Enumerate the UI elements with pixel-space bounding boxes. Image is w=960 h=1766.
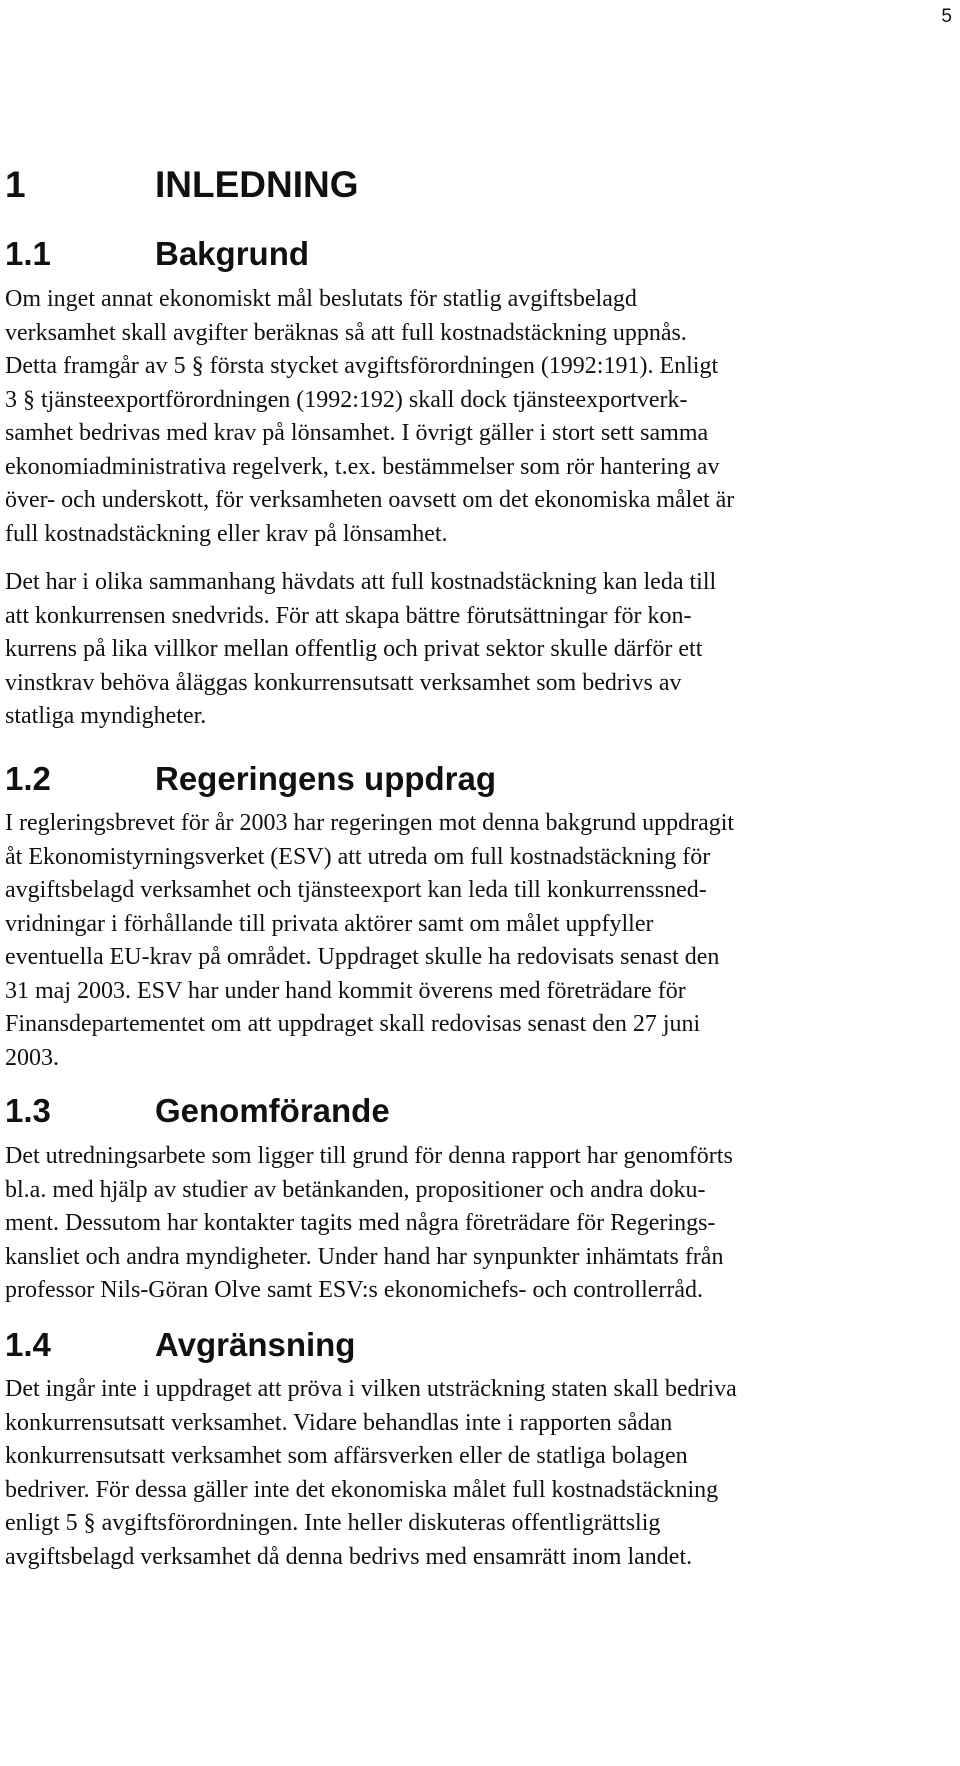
text-line: Det ingår inte i uppdraget att pröva i vilken utsträckning staten skall bedriva: [5, 1376, 737, 1402]
paragraph: [5, 807, 734, 1075]
text-line: Om inget annat ekonomiskt mål beslutats för statlig avgiftsbelagd: [5, 286, 637, 312]
paragraph: [5, 1373, 737, 1574]
text-line: professor Nils-Göran Olve samt ESV:s ekonomichefs- och controllerråd.: [5, 1277, 704, 1303]
section-heading: [5, 1094, 390, 1127]
text-line: avgiftsbelagd verksamhet och tjänsteexport kan leda till konkurrenssned-: [5, 877, 707, 903]
text-line: bl.a. med hjälp av studier av betänkanden, propositioner och andra doku-: [5, 1176, 706, 1203]
section-title: Bakgrund: [155, 235, 310, 272]
text-line: avgiftsbelagd verksamhet då denna bedrivs med ensamrätt inom landet.: [5, 1543, 693, 1570]
text-line: Det har i olika sammanhang hävdats att full kostnadstäckning kan leda till: [5, 569, 717, 595]
text-line: konkurrensutsatt verksamhet som affärsverken eller de statliga bolagen: [5, 1443, 688, 1469]
text-line: att konkurrensen snedvrids. För att skapa bättre förutsättningar för kon-: [5, 602, 692, 629]
text-line: ment. Dessutom har kontakter tagits med några företrädare för Regerings-: [5, 1210, 716, 1236]
section-title: Avgränsning: [155, 1326, 356, 1363]
chapter-heading: [5, 166, 359, 203]
text-line: statliga myndigheter.: [5, 703, 207, 729]
text-line: full kostnadstäckning eller krav på lönsamhet.: [5, 520, 448, 547]
text-line: Detta framgår av 5 § första stycket avgiftsförordningen (1992:191). Enligt: [5, 353, 719, 379]
section-title: Genomförande: [155, 1092, 390, 1129]
section-heading: [5, 762, 496, 795]
section-number: 1.3: [5, 1092, 51, 1129]
text-line: åt Ekonomistyrningsverket (ESV) att utreda om full kostnadstäckning för: [5, 843, 711, 870]
text-line: 2003.: [5, 1044, 59, 1071]
text-line: verksamhet skall avgifter beräknas så att full kostnadstäckning uppnås.: [5, 319, 687, 346]
text-line: konkurrensutsatt verksamhet. Vidare behandlas inte i rapporten sådan: [5, 1409, 673, 1436]
text-line: Det utredningsarbete som ligger till grund för denna rapport har genomförts: [5, 1143, 733, 1169]
paragraph: [5, 1140, 733, 1308]
text-line: I regleringsbrevet för år 2003 har regeringen mot denna bakgrund uppdragit: [5, 810, 735, 836]
text-line: eventuella EU-krav på området. Uppdraget skulle ha redovisats senast den: [5, 944, 720, 970]
text-line: 3 § tjänsteexportförordningen (1992:192) skall dock tjänsteexportverk-: [5, 386, 688, 413]
paragraph: [5, 566, 716, 734]
section-title: Regeringens uppdrag: [155, 760, 497, 797]
text-line: vridningar i förhållande till privata aktörer samt om målet uppfyller: [5, 910, 654, 937]
section-number: 1.4: [5, 1326, 51, 1363]
section-heading: [5, 1328, 355, 1361]
text-line: över- och underskott, för verksamheten oavsett om det ekonomiska målet är: [5, 487, 735, 513]
text-line: 31 maj 2003. ESV har under hand kommit överens med företrädare för: [5, 977, 686, 1004]
chapter-number: 1: [5, 164, 26, 205]
chapter-title: INLEDNING: [155, 164, 359, 205]
paragraph: [5, 283, 734, 551]
text-line: samhet bedrivas med krav på lönsamhet. I övrigt gäller i stort sett samma: [5, 420, 709, 446]
text-line: kurrens på lika villkor mellan offentlig och privat sektor skulle därför ett: [5, 636, 703, 662]
section-number: 1.2: [5, 760, 51, 797]
text-line: Finansdepartementet om att uppdraget skall redovisas senast den 27 juni: [5, 1011, 701, 1037]
page-number: 5: [941, 6, 952, 27]
text-line: enligt 5 § avgiftsförordningen. Inte heller diskuteras offentligrättslig: [5, 1510, 661, 1536]
text-line: vinstkrav behöva åläggas konkurrensutsatt verksamhet som bedrivs av: [5, 669, 682, 696]
text-line: ekonomiadministrativa regelverk, t.ex. bestämmelser som rör hantering av: [5, 453, 720, 480]
section-heading: [5, 237, 309, 270]
text-line: bedriver. För dessa gäller inte det ekonomiska målet full kostnadstäckning: [5, 1476, 719, 1503]
section-number: 1.1: [5, 235, 51, 272]
text-line: kansliet och andra myndigheter. Under hand har synpunkter inhämtats från: [5, 1243, 724, 1270]
